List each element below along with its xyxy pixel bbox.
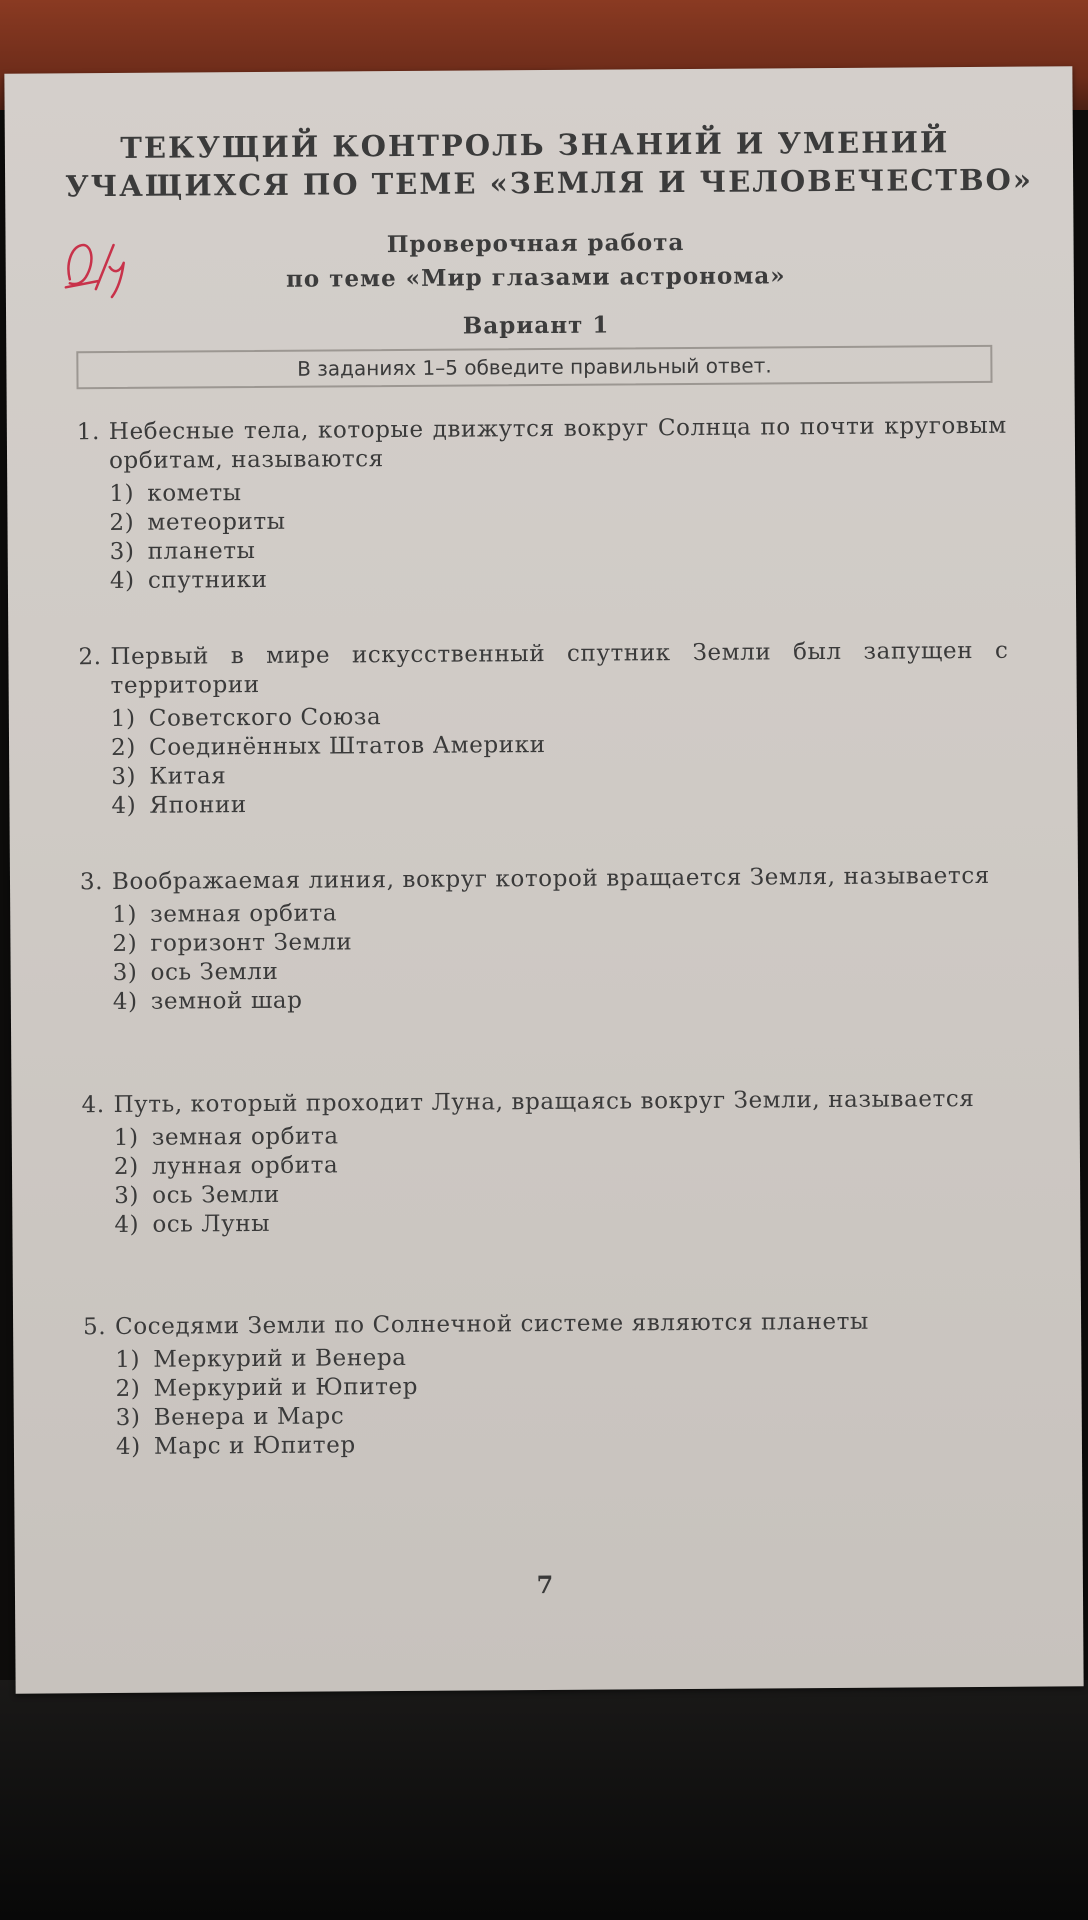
option-text: горизонт Земли xyxy=(150,929,353,957)
option-text: Японии xyxy=(149,792,247,819)
worksheet-topic: по теме «Мир глазами астронома» xyxy=(285,262,786,293)
option-number: 2) xyxy=(113,1153,139,1181)
answer-options xyxy=(115,1340,1014,1462)
question-3 xyxy=(80,862,1011,1017)
option-text: Китая xyxy=(149,763,227,790)
question-number: 3. xyxy=(79,869,104,896)
answer-option[interactable] xyxy=(111,786,1009,821)
question-text: Путь, который проходит Луна, вращаясь вокруг Земли, называется xyxy=(113,1086,975,1119)
option-text: лунная орбита xyxy=(151,1152,339,1180)
answer-options xyxy=(112,895,1011,1017)
option-number: 1) xyxy=(115,1346,141,1374)
option-text: ось Луны xyxy=(152,1210,271,1238)
question-5 xyxy=(83,1307,1014,1462)
question-number: 2. xyxy=(78,644,102,671)
option-number: 1) xyxy=(110,705,136,733)
variant-label: Вариант 1 xyxy=(462,311,610,340)
question-1 xyxy=(77,412,1008,596)
question-number: 1. xyxy=(76,419,101,446)
option-number: 2) xyxy=(115,1375,141,1403)
option-text: кометы xyxy=(147,480,242,507)
option-text: Меркурий и Юпитер xyxy=(153,1373,419,1402)
answer-options xyxy=(109,474,1008,596)
answer-option[interactable] xyxy=(116,1427,1014,1462)
option-text: ось Земли xyxy=(150,958,279,986)
question-4 xyxy=(81,1085,1012,1240)
question-text: Соседями Земли по Солнечной системе являются планеты xyxy=(115,1308,870,1341)
option-text: метеориты xyxy=(147,508,286,536)
option-number: 3) xyxy=(111,763,137,791)
option-text: спутники xyxy=(147,566,268,594)
instruction-box: В заданиях 1–5 обведите правильный ответ. xyxy=(76,345,992,389)
option-number: 1) xyxy=(109,480,135,508)
question-text: Небесные тела, которые движутся вокруг Солнца по почти круговым орбитам, называются xyxy=(108,412,1007,475)
option-number: 3) xyxy=(114,1182,140,1210)
page-title-line1: ТЕКУЩИЙ КОНТРОЛЬ ЗНАНИЙ И УМЕНИЙ xyxy=(120,125,950,165)
option-text: земная орбита xyxy=(150,900,338,928)
option-number: 4) xyxy=(109,567,135,595)
option-text: Меркурий и Венера xyxy=(153,1344,407,1373)
question-text: Воображаемая линия, вокруг которой вращается Земля, называется xyxy=(111,862,990,896)
option-number: 4) xyxy=(112,988,138,1016)
answer-options xyxy=(114,1118,1013,1240)
option-text: Марс и Юпитер xyxy=(153,1432,356,1460)
option-text: планеты xyxy=(147,538,256,565)
option-text: Соединённых Штатов Америки xyxy=(148,731,546,761)
answer-option[interactable] xyxy=(114,1205,1012,1240)
worksheet-subtitle: Проверочная работа xyxy=(386,229,685,259)
option-text: земная орбита xyxy=(151,1123,339,1151)
option-number: 3) xyxy=(109,538,135,566)
option-text: Венера и Марс xyxy=(153,1403,345,1431)
worksheet-page xyxy=(4,66,1083,1693)
option-number: 2) xyxy=(112,930,138,958)
question-number: 5. xyxy=(83,1314,107,1341)
question-number: 4. xyxy=(81,1092,105,1119)
question-2 xyxy=(78,637,1009,821)
answer-options xyxy=(111,699,1010,821)
page-number: 7 xyxy=(536,1569,554,1600)
option-number: 4) xyxy=(115,1433,141,1461)
handwritten-mark-icon xyxy=(55,233,145,304)
option-number: 3) xyxy=(115,1404,141,1432)
option-number: 2) xyxy=(109,509,135,537)
option-number: 2) xyxy=(110,734,136,762)
question-text: Первый в мире искусственный спутник Земли был запущен с территории xyxy=(110,637,1009,700)
answer-option[interactable] xyxy=(113,982,1011,1017)
answer-option[interactable] xyxy=(110,561,1008,596)
table-surface-bottom xyxy=(0,1680,1088,1920)
page-title-line2: УЧАЩИХСЯ ПО ТЕМЕ «ЗЕМЛЯ И ЧЕЛОВЕЧЕСТВО» xyxy=(65,162,1034,204)
option-number: 1) xyxy=(113,1124,139,1152)
option-number: 1) xyxy=(112,901,138,929)
option-text: Советского Союза xyxy=(148,704,382,732)
option-number: 3) xyxy=(112,959,138,987)
option-number: 4) xyxy=(111,792,137,820)
option-number: 4) xyxy=(114,1211,140,1239)
option-text: ось Земли xyxy=(152,1181,281,1209)
option-text: земной шар xyxy=(150,987,303,1015)
